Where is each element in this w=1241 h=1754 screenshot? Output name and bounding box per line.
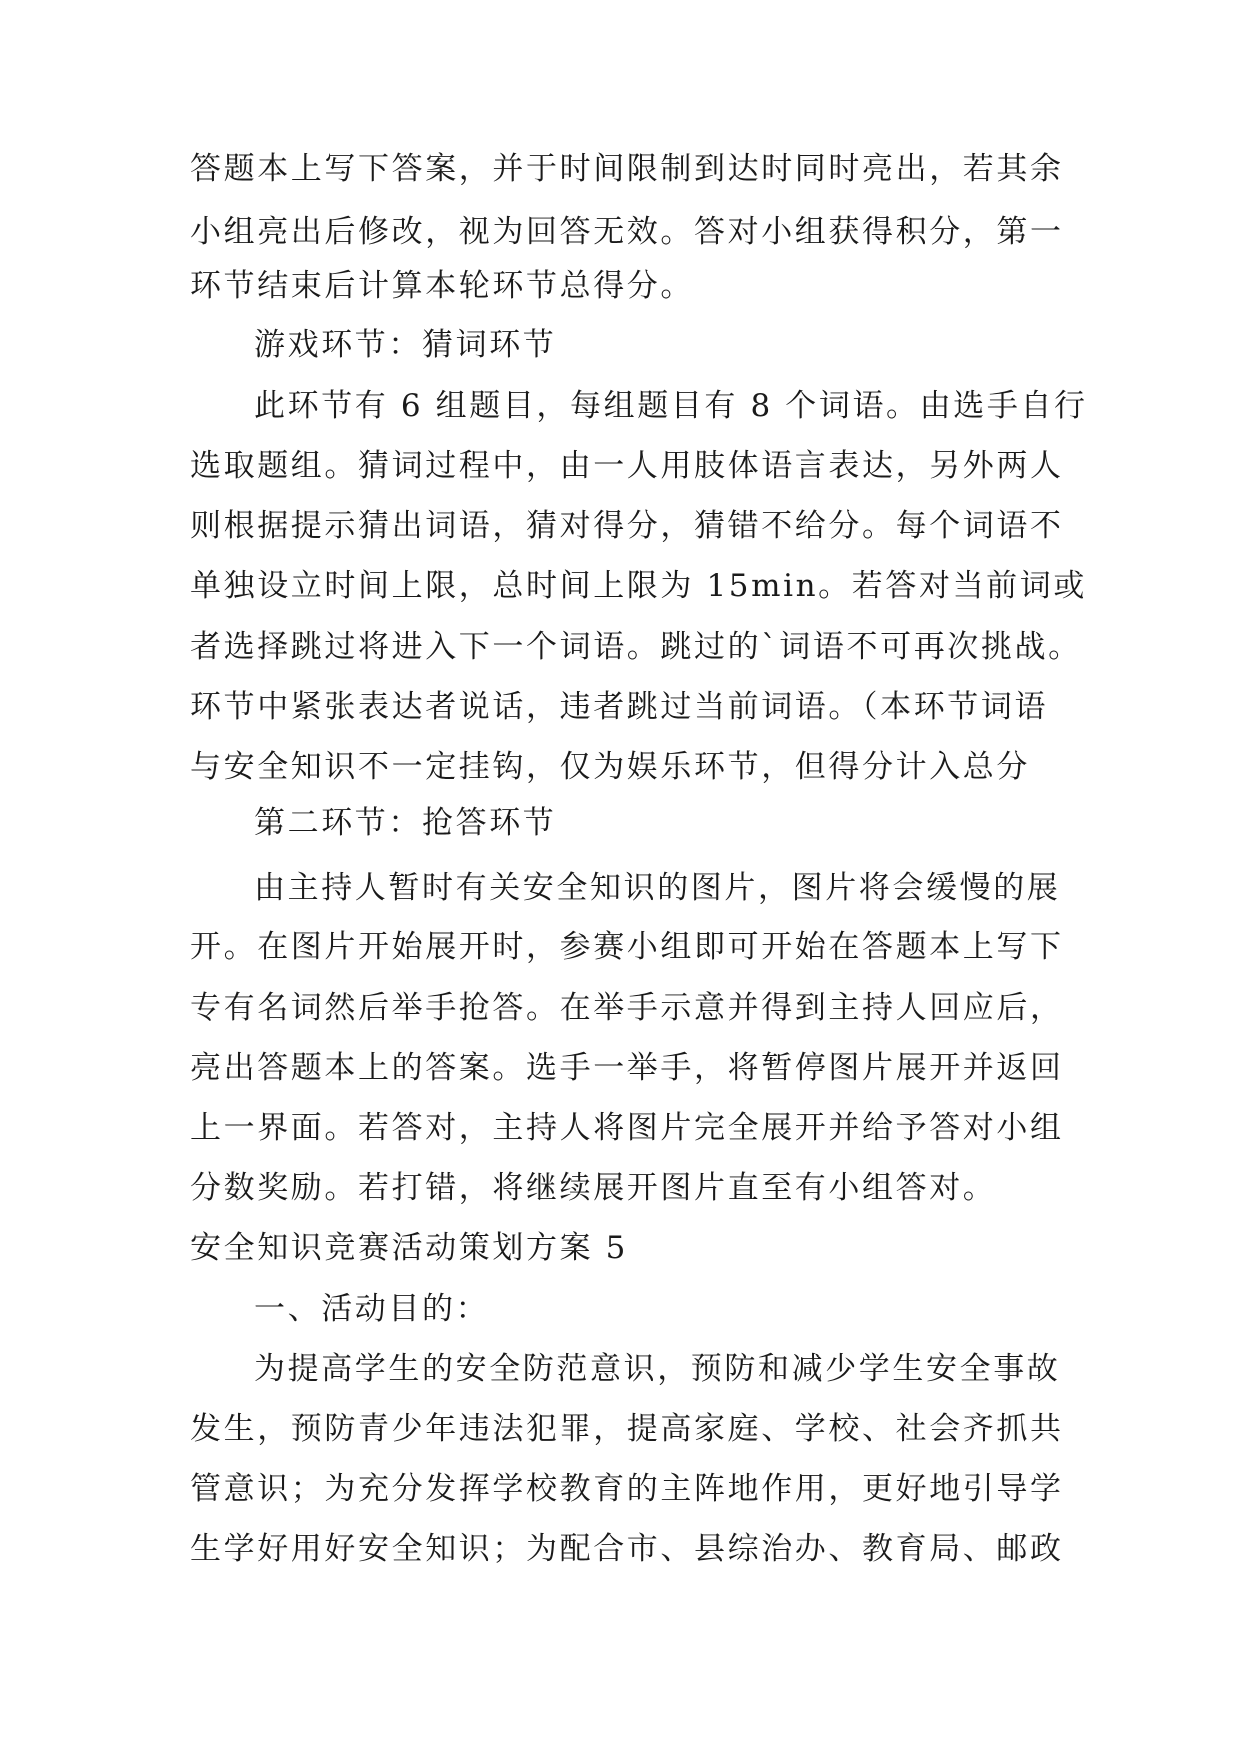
document-title: 安全知识竞赛活动策划方案 5 — [190, 1230, 628, 1266]
section-heading: 游戏环节：猜词环节 — [254, 327, 557, 363]
paragraph-line: 选取题组。猜词过程中，由一人用肢体语言表达，另外两人 — [190, 448, 1064, 484]
paragraph-line: 则根据提示猜出词语，猜对得分，猜错不给分。每个词语不 — [190, 508, 1064, 544]
section-heading: 一、活动目的： — [254, 1291, 490, 1327]
section-heading: 第二环节：抢答环节 — [254, 805, 557, 841]
paragraph-line: 答题本上写下答案，并于时间限制到达时同时亮出，若其余 — [190, 151, 1064, 187]
paragraph-line: 开。在图片开始展开时，参赛小组即可开始在答题本上写下 — [190, 929, 1064, 965]
paragraph-line: 管意识；为充分发挥学校教育的主阵地作用，更好地引导学 — [190, 1471, 1064, 1507]
paragraph-line: 生学好用好安全知识；为配合市、县综治办、教育局、邮政 — [190, 1531, 1064, 1567]
paragraph-line: 由主持人暂时有关安全知识的图片，图片将会缓慢的展 — [254, 870, 1061, 906]
paragraph-line: 为提高学生的安全防范意识，预防和减少学生安全事故 — [254, 1351, 1061, 1387]
paragraph-line: 此环节有 6 组题目，每组题目有 8 个词语。由选手自行 — [254, 388, 1088, 424]
paragraph-line: 与安全知识不一定挂钩，仅为娱乐环节，但得分计入总分 — [190, 749, 1030, 785]
paragraph-line: 亮出答题本上的答案。选手一举手，将暂停图片展开并返回 — [190, 1050, 1064, 1086]
paragraph-line: 上一界面。若答对，主持人将图片完全展开并给予答对小组 — [190, 1110, 1064, 1146]
paragraph-line: 小组亮出后修改，视为回答无效。答对小组获得积分，第一 — [190, 214, 1064, 250]
paragraph-line: 环节中紧张表达者说话，违者跳过当前词语。（本环节词语 — [190, 689, 1049, 725]
paragraph-line: 发生，预防青少年违法犯罪，提高家庭、学校、社会齐抓共 — [190, 1411, 1064, 1447]
paragraph-line: 分数奖励。若打错，将继续展开图片直至有小组答对。 — [190, 1170, 997, 1206]
paragraph-line: 者选择跳过将进入下一个词语。跳过的`词语不可再次挑战。 — [190, 629, 1082, 665]
paragraph-line: 环节结束后计算本轮环节总得分。 — [190, 268, 694, 304]
paragraph-line: 专有名词然后举手抢答。在举手示意并得到主持人回应后， — [190, 990, 1064, 1026]
paragraph-line: 单独设立时间上限，总时间上限为 15min。若答对当前词或 — [190, 568, 1087, 604]
